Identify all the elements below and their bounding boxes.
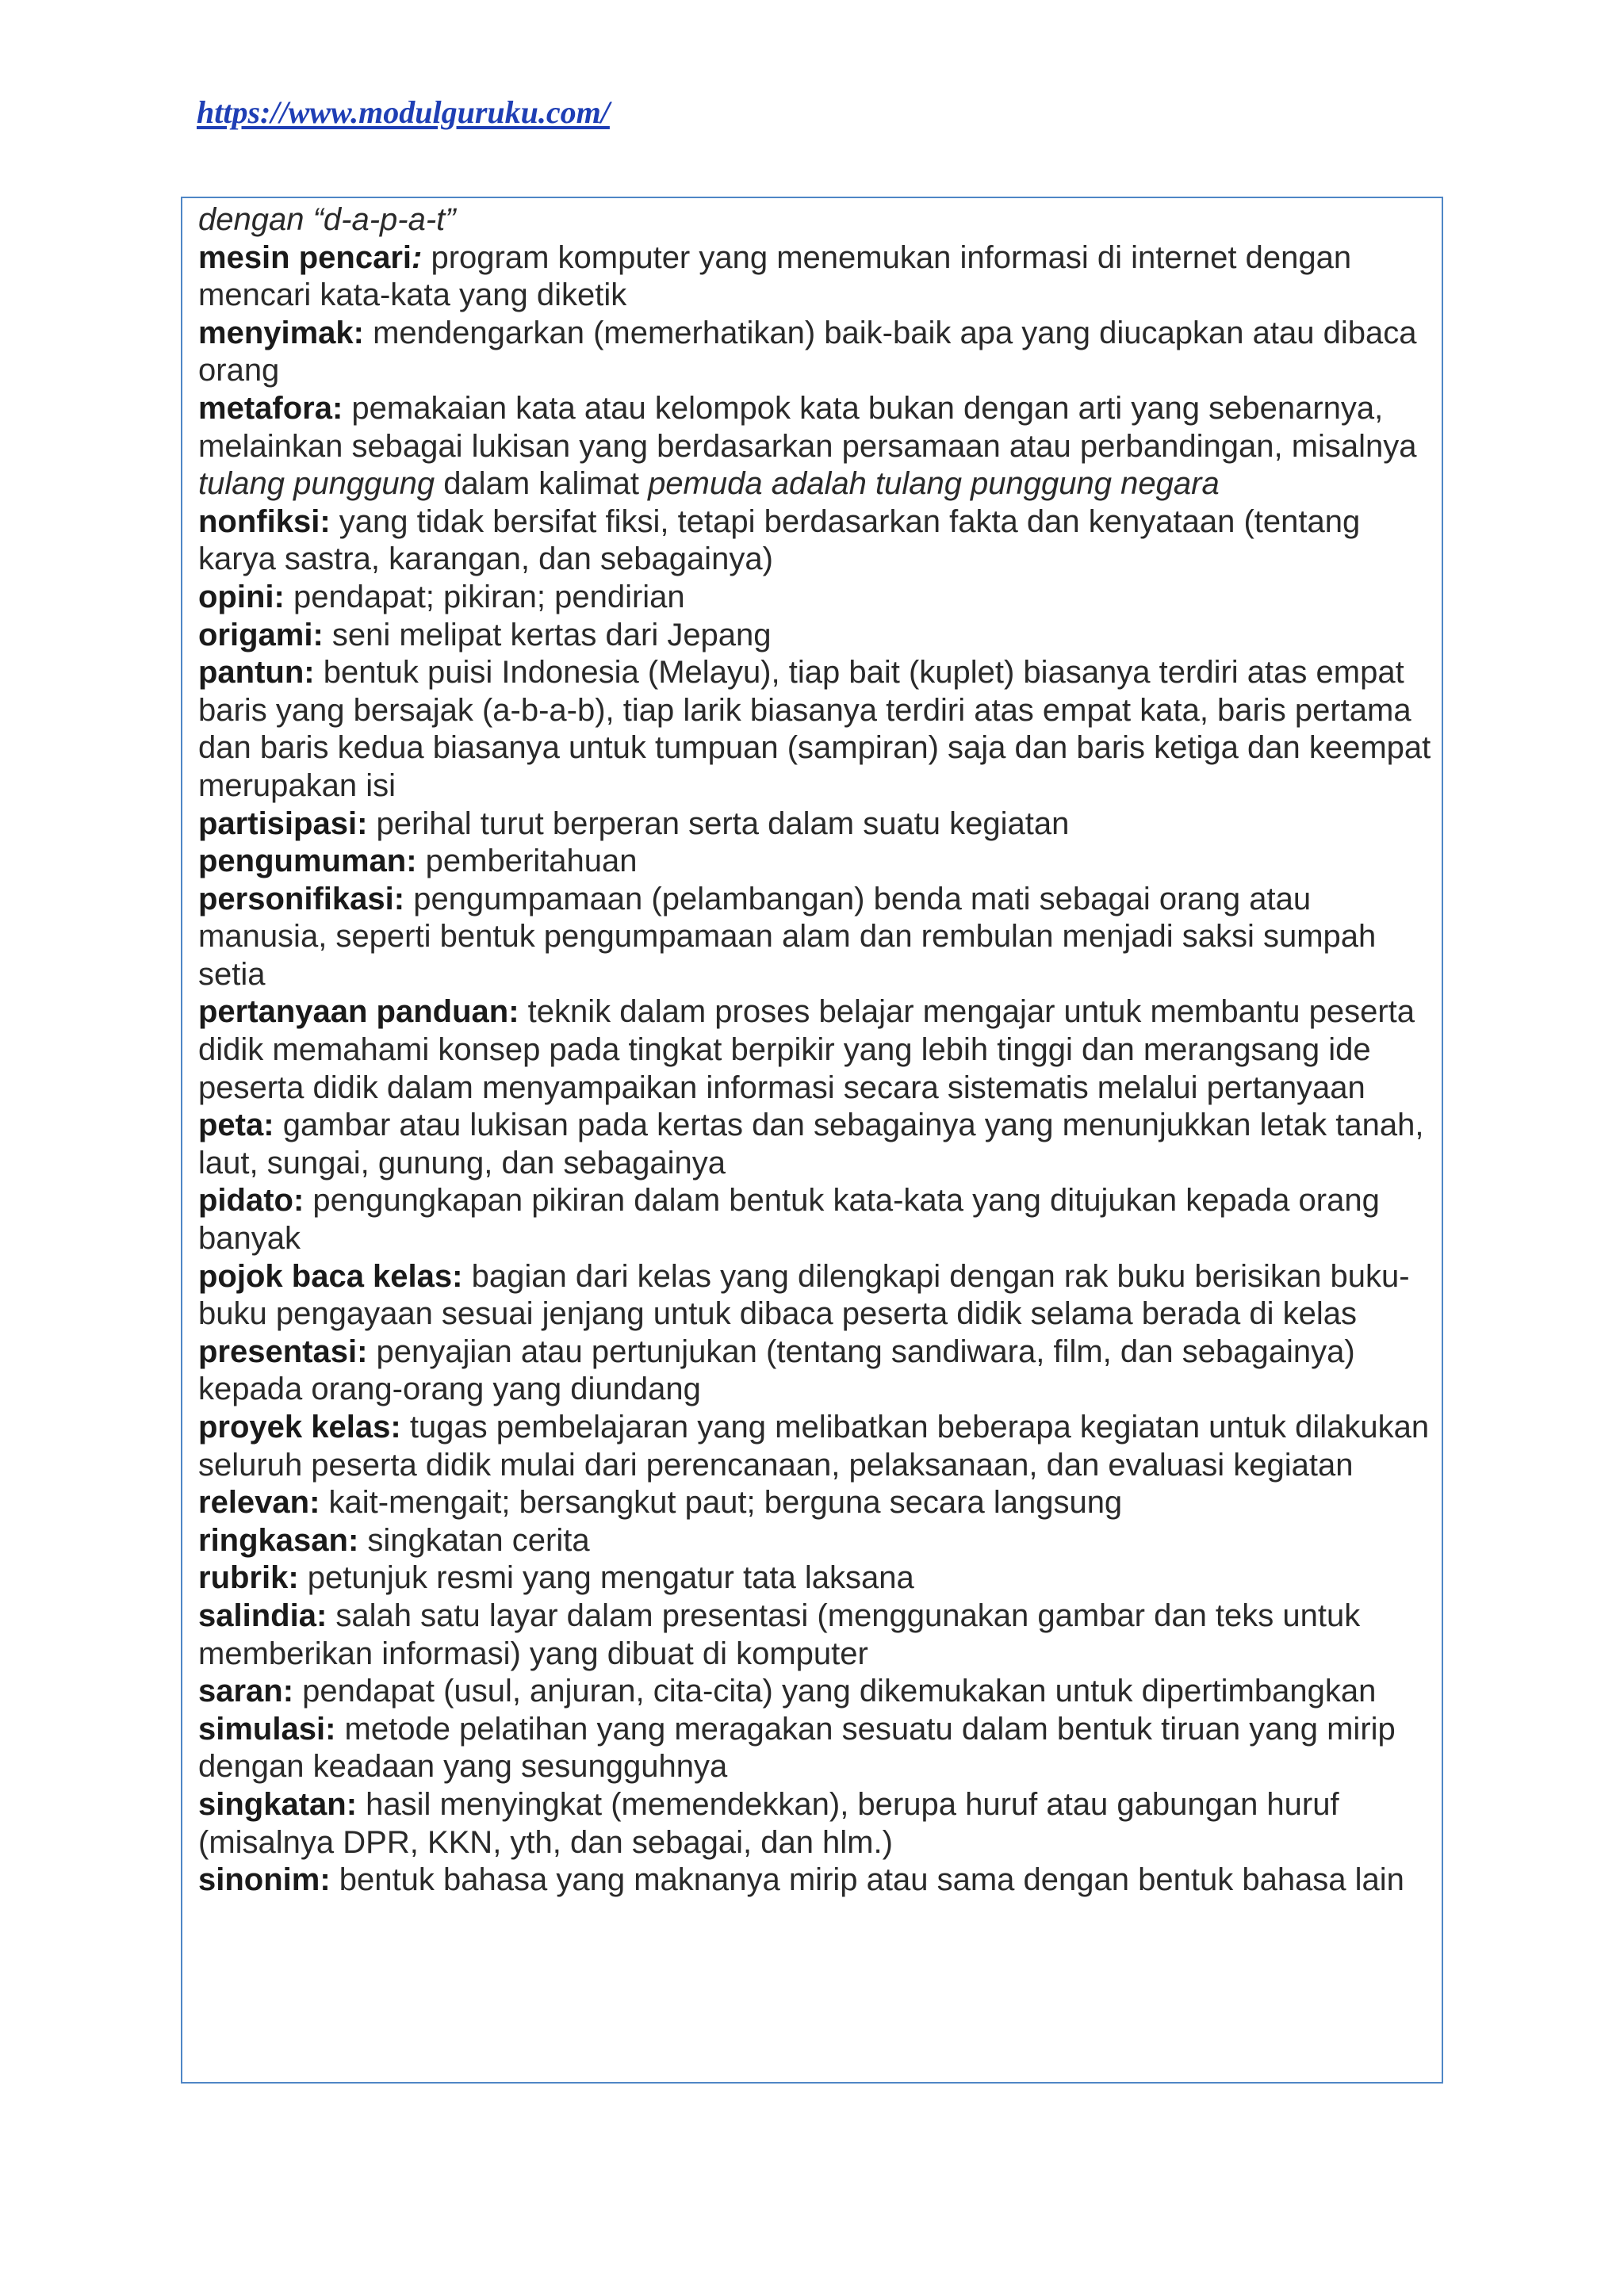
term: partisipasi:: [198, 806, 368, 841]
glossary-entry-pantun: [198, 654, 1435, 805]
glossary-entry-sinonim: [198, 1862, 1435, 1900]
term: saran:: [198, 1674, 294, 1709]
glossary-entry-pertanyaan-panduan: [198, 993, 1435, 1107]
term: salindia:: [198, 1598, 327, 1633]
definition-part: pemakaian kata atau kelompok kata bukan dengan arti yang sebenarnya, melainkan sebagai lukisan yang berdasarkan persamaan atau perbandingan, misalnya: [198, 390, 1417, 464]
definition: petunjuk resmi yang mengatur tata laksana: [298, 1560, 914, 1596]
glossary-entry-ringkasan: [198, 1522, 1435, 1560]
glossary-entry-relevan: [198, 1484, 1435, 1522]
glossary-entry-salindia: [198, 1598, 1435, 1673]
glossary-entry-presentasi: [198, 1334, 1435, 1409]
definition: salah satu layar dalam presentasi (menggunakan gambar dan teks untuk memberikan informasi) yang dibuat di komputer: [198, 1598, 1361, 1671]
term: simulasi:: [198, 1711, 336, 1747]
glossary-entry-metafora: [198, 390, 1435, 503]
term: nonfiksi:: [198, 503, 331, 539]
continuation-line: dengan “d-a-p-a-t”: [198, 202, 456, 237]
glossary-entry-singkatan: [198, 1786, 1435, 1862]
glossary-entry-mesin-pencari: [198, 239, 1435, 315]
definition: perihal turut berperan serta dalam suatu kegiatan: [367, 806, 1070, 841]
glossary-entry-rubrik: [198, 1559, 1435, 1598]
term: menyimak:: [198, 315, 364, 350]
glossary-entry-opini: [198, 579, 1435, 617]
definition: program komputer yang menemukan informasi di internet dengan mencari kata-kata yang diketik: [198, 239, 1352, 313]
term: peta:: [198, 1108, 274, 1143]
glossary-entry-origami: [198, 617, 1435, 655]
term: opini:: [198, 579, 285, 614]
definition: penyajian atau pertunjukan (tentang sandiwara, film, dan sebagainya) kepada orang-orang yang diundang: [198, 1334, 1355, 1407]
glossary-entry-personifikasi: [198, 881, 1435, 994]
definition: pendapat; pikiran; pendirian: [284, 579, 685, 614]
term-separator: :: [412, 239, 423, 275]
example-sentence: pemuda adalah tulang punggung negara: [648, 466, 1220, 502]
term: relevan:: [198, 1485, 320, 1521]
example-term: tulang punggung: [198, 466, 435, 502]
term: pertanyaan panduan:: [198, 994, 519, 1030]
term: personifikasi:: [198, 881, 405, 916]
definition: tugas pembelajaran yang melibatkan beberapa kegiatan untuk dilakukan seluruh peserta didik mulai dari perencanaan, pelaksanaan, dan evaluasi kegiatan: [198, 1410, 1430, 1483]
glossary-entry-partisipasi: [198, 806, 1435, 844]
glossary-entry-pojok-baca-kelas: [198, 1258, 1435, 1334]
term: metafora:: [198, 390, 343, 426]
definition: pengumpamaan (pelambangan) benda mati sebagai orang atau manusia, seperti bentuk pengumpamaan alam dan rembulan menjadi saksi sumpah setia: [198, 881, 1377, 992]
term: pengumuman:: [198, 844, 417, 879]
term: presentasi:: [198, 1334, 368, 1369]
term: sinonim:: [198, 1862, 331, 1898]
definition-part: dalam kalimat: [435, 466, 649, 502]
glossary-entry-saran: [198, 1673, 1435, 1711]
term: origami:: [198, 617, 324, 652]
glossary-entry-peta: [198, 1107, 1435, 1182]
header-site-link[interactable]: https://www.modulguruku.com/: [197, 94, 610, 130]
definition: teknik dalam proses belajar mengajar untuk membantu peserta didik memahami konsep pada tingkat berpikir yang lebih tinggi dan merangsang ide peserta didik dalam menyampaikan informasi secara sistematis melalui pertanyaan: [198, 994, 1415, 1105]
glossary-entry-pidato: [198, 1182, 1435, 1257]
definition: kait-mengait; bersangkut paut; berguna secara langsung: [320, 1485, 1123, 1521]
definition: pemberitahuan: [416, 844, 638, 879]
definition: hasil menyingkat (memendekkan), berupa huruf atau gabungan huruf (misalnya DPR, KKN, yth, dan sebagai, dan hlm.): [198, 1786, 1339, 1860]
definition: pengungkapan pikiran dalam bentuk kata-kata yang ditujukan kepada orang banyak: [198, 1183, 1380, 1257]
glossary-entry-menyimak: [198, 315, 1435, 390]
definition: mendengarkan (memerhatikan) baik-baik apa yang diucapkan atau dibaca orang: [198, 315, 1417, 388]
term: pantun:: [198, 655, 315, 691]
definition: metode pelatihan yang meragakan sesuatu dalam bentuk tiruan yang mirip dengan keadaan yang sesungguhnya: [198, 1711, 1396, 1785]
definition: bagian dari kelas yang dilengkapi dengan rak buku berisikan buku-buku pengayaan sesuai jenjang untuk dibaca peserta didik selama berada di kelas: [198, 1258, 1410, 1332]
definition: seni melipat kertas dari Jepang: [323, 617, 772, 652]
glossary-entry-pengumuman: [198, 843, 1435, 881]
definition: pendapat (usul, anjuran, cita-cita) yang dikemukakan untuk dipertimbangkan: [293, 1674, 1377, 1709]
term: proyek kelas:: [198, 1410, 401, 1445]
definition: singkatan cerita: [358, 1522, 590, 1558]
definition: gambar atau lukisan pada kertas dan sebagainya yang menunjukkan letak tanah, laut, sungai, gunung, dan sebagainya: [198, 1108, 1424, 1181]
definition: bentuk puisi Indonesia (Melayu), tiap bait (kuplet) biasanya terdiri atas empat baris yang bersajak (a-b-a-b), tiap larik biasanya terdiri atas empat kata, baris pertama dan baris kedua biasanya untuk tumpuan (sampiran) saja dan baris ketiga dan keempat merupakan isi: [198, 655, 1431, 803]
term: pidato:: [198, 1183, 304, 1219]
term: rubrik:: [198, 1560, 299, 1596]
glossary-entry-nonfiksi: [198, 503, 1435, 579]
term: pojok baca kelas:: [198, 1258, 463, 1294]
term: singkatan:: [198, 1786, 358, 1822]
term: mesin pencari: [198, 239, 412, 275]
glossary-entry-proyek-kelas: [198, 1409, 1435, 1484]
glossary-entry-simulasi: [198, 1711, 1435, 1786]
term: ringkasan:: [198, 1522, 359, 1558]
definition: bentuk bahasa yang maknanya mirip atau sama dengan bentuk bahasa lain: [330, 1862, 1404, 1898]
glossary-box: [181, 197, 1443, 2084]
definition: yang tidak bersifat fiksi, tetapi berdasarkan fakta dan kenyataan (tentang karya sastra, karangan, dan sebagainya): [198, 503, 1361, 577]
